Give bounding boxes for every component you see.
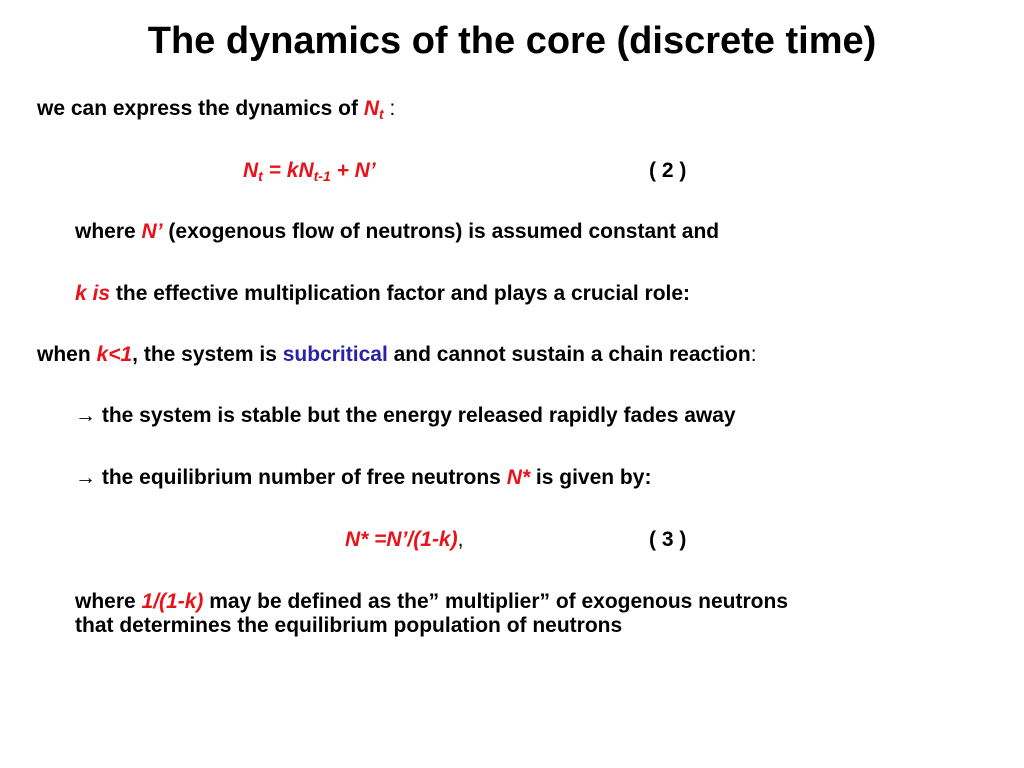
exogenous-flow-line: where N’ (exogenous flow of neutrons) is assumed constant and [75,220,720,243]
equilibrium-line: → the equilibrium number of free neutrons N* is given by: [75,466,652,489]
equation-3-number: ( 3 ) [649,528,687,551]
intro-colon: : [383,97,396,120]
equation-2: $N_t = kN_{t-1} + N$’ [243,159,376,184]
subcritical-line: when k<1, the system is subcritical and cannot sustain a chain reaction: [37,343,757,366]
n-prime-variable: N’ [141,220,163,243]
k-variable: k is [75,282,111,305]
nt-variable: $N_t$ [363,97,384,122]
slide-title: The dynamics of the core (discrete time) [147,20,877,62]
stable-system-line: → the system is stable but the energy released rapidly fades away [75,404,736,427]
intro-line [37,97,395,121]
equation-2-number: ( 2 ) [649,159,687,182]
multiplier-line: where 1/(1-k) may be defined as the” multiplier” of exogenous neutrons [75,590,789,613]
k-condition: k<1 [96,343,133,366]
intro-text: we can express the dynamics of [37,97,358,120]
multiplier-expression: 1/(1-k) [141,590,204,613]
multiplier-line-continued: that determines the equilibrium population of neutrons [75,614,623,637]
equation-3: N* =N’/(1-k), [345,528,464,551]
subcritical-term: subcritical [282,343,388,366]
n-star-variable: N* [506,466,531,489]
multiplication-factor-line: k is the effective multiplication factor and plays a crucial role: [75,282,691,305]
